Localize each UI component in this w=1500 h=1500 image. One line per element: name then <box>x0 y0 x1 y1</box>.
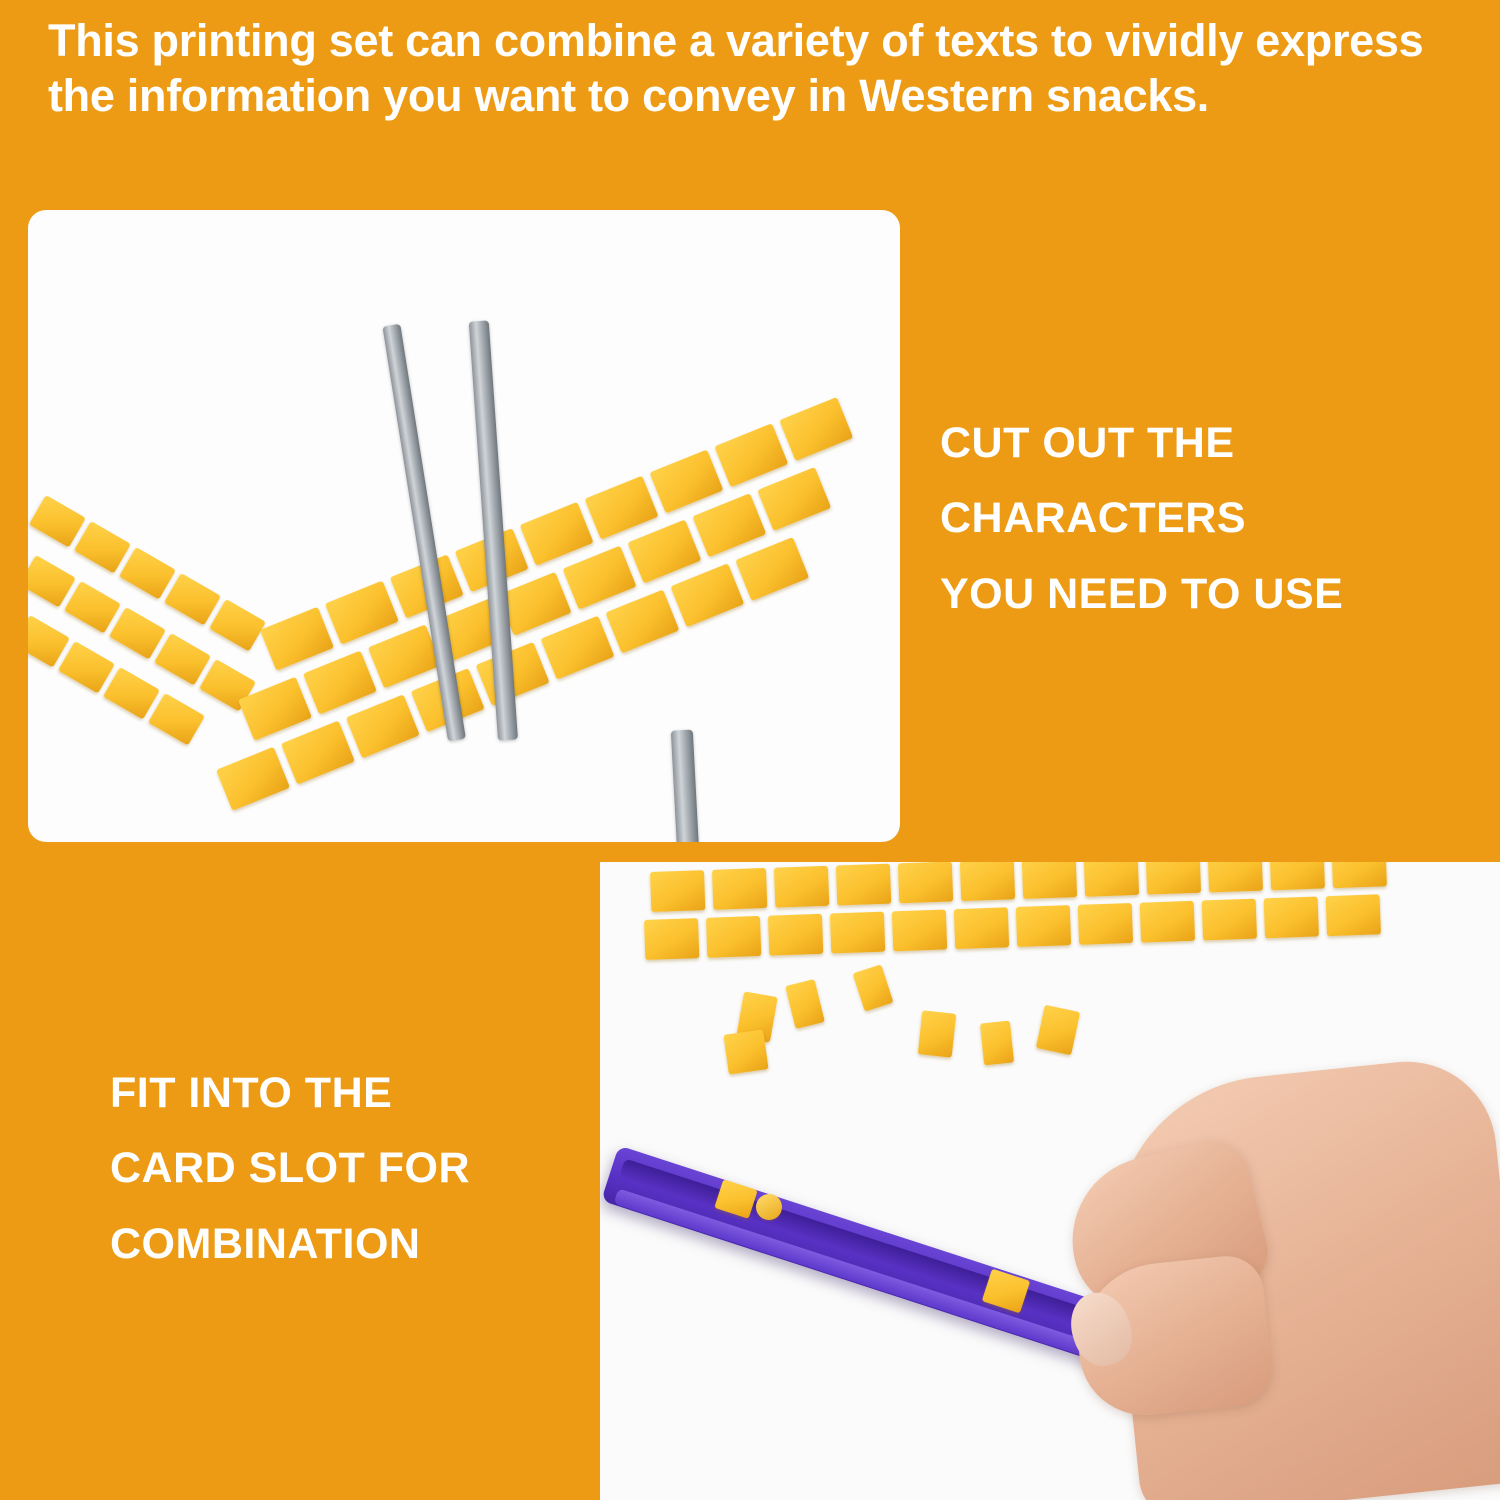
loose-tile <box>853 964 894 1011</box>
panel-two-caption <box>110 1056 580 1282</box>
headline-text: This printing set can combine a variety of texts to vividly express the information you want to convey in Western snacks. <box>48 15 1424 121</box>
photo-hand-fitting-tiles <box>600 862 1500 1500</box>
panel-one-caption <box>940 406 1480 632</box>
loose-tile <box>980 1021 1014 1066</box>
loose-tile <box>785 979 825 1029</box>
seated-tile-stud <box>756 1194 782 1220</box>
caption-line: COMBINATION <box>110 1219 421 1268</box>
caption-line: CARD SLOT FOR <box>110 1144 471 1193</box>
panel-fit-into-card-slot <box>0 856 1500 1500</box>
photo-scissors-cutting-tiles <box>28 210 900 842</box>
caption-line: CUT OUT THE <box>940 419 1235 467</box>
caption-line: YOU NEED TO USE <box>940 569 1344 618</box>
caption-line: FIT INTO THE <box>110 1069 393 1117</box>
caption-line: CHARACTERS <box>940 494 1246 543</box>
panel-cut-out-characters <box>0 196 1500 856</box>
loose-tile <box>918 1010 956 1057</box>
headline-band <box>0 0 1500 196</box>
loose-tile <box>1036 1005 1080 1056</box>
loose-tile <box>723 1029 768 1074</box>
